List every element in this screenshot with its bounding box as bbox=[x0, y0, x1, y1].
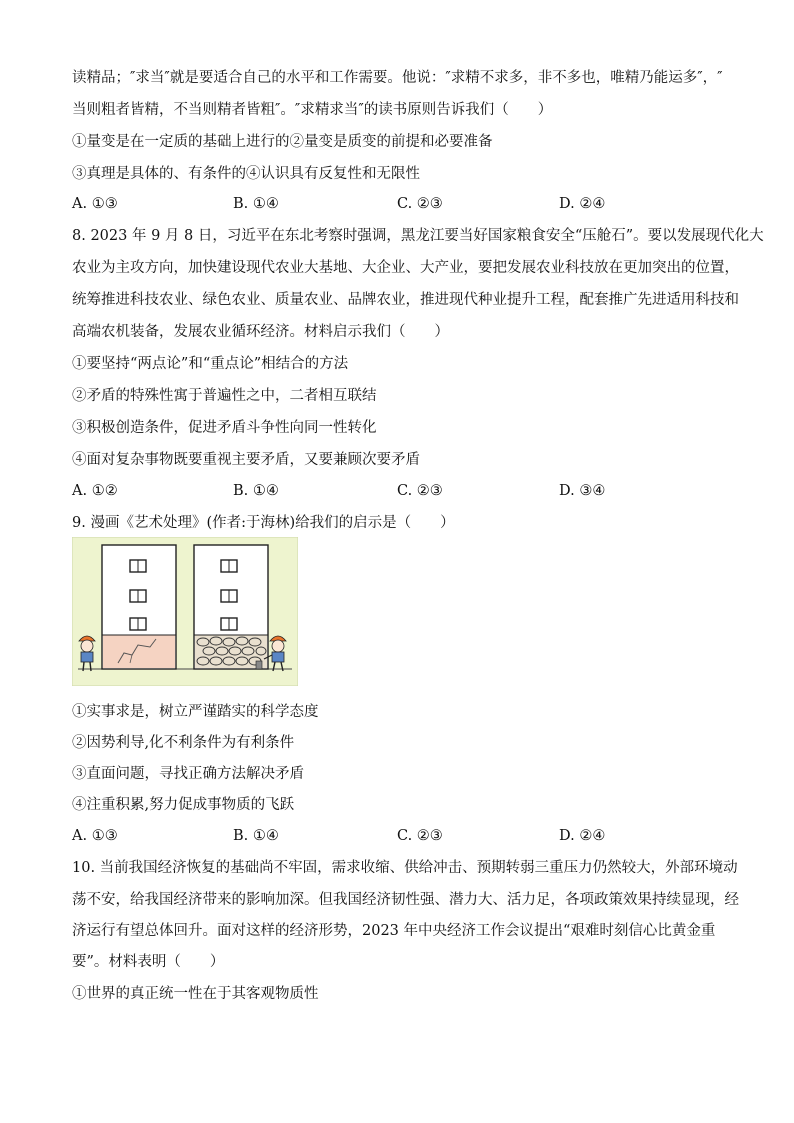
q9-option-d[interactable]: D. ②④ bbox=[559, 828, 606, 844]
q10-stem-line-4: 要”。材料表明（ ） bbox=[72, 954, 225, 970]
q7-option-a[interactable]: A. ①③ bbox=[72, 196, 118, 212]
q9-stem: 9. 漫画《艺术处理》(作者:于海林)给我们的启示是（ ） bbox=[72, 515, 455, 531]
q8-stem-line-4: 高端农机装备，发展农业循环经济。材料启示我们（ ） bbox=[72, 324, 449, 340]
q9-statement-4: ④注重积累,努力促成事物质的飞跃 bbox=[72, 797, 295, 813]
q8-option-c[interactable]: C. ②③ bbox=[397, 483, 443, 499]
q8-option-d[interactable]: D. ③④ bbox=[559, 483, 606, 499]
q7-option-b[interactable]: B. ①④ bbox=[233, 196, 279, 212]
q9-statement-2: ②因势利导,化不利条件为有利条件 bbox=[72, 735, 295, 751]
q9-statement-3: ③直面问题，寻找正确方法解决矛盾 bbox=[72, 766, 304, 782]
q9-option-b[interactable]: B. ①④ bbox=[233, 828, 279, 844]
q8-stem-line-1: 8. 2023 年 9 月 8 日，习近平在东北考察时强调，黑龙江要当好国家粮食安全“压舱石”。要以发展现代化大 bbox=[72, 228, 764, 244]
q10-stem-line-1: 10. 当前我国经济恢复的基础尚不牢固，需求收缩、供给冲击、预期转弱三重压力仍然较大，外部环境动 bbox=[72, 860, 738, 876]
q8-stem-line-3: 统筹推进科技农业、绿色农业、质量农业、品牌农业，推进现代种业提升工程，配套推广先进适用科技和 bbox=[72, 292, 739, 308]
q8-stem-line-2: 农业为主攻方向，加快建设现代农业大基地、大企业、大产业，要把发展农业科技放在更加突出的位置， bbox=[72, 260, 739, 276]
q10-stem-line-2: 荡不安，给我国经济带来的影响加深。但我国经济韧性强、潜力大、活力足，各项政策效果持续显现，经 bbox=[72, 892, 739, 908]
right-building bbox=[194, 545, 268, 669]
q7-option-d[interactable]: D. ②④ bbox=[559, 196, 606, 212]
q8-statement-2: ②矛盾的特殊性寓于普遍性之中，二者相互联结 bbox=[72, 388, 377, 404]
q10-stem-line-3: 济运行有望总体回升。面对这样的经济形势，2023 年中央经济工作会议提出“艰难时刻信心比黄金重 bbox=[72, 923, 716, 939]
q8-statement-1: ①要坚持“两点论”和“重点论”相结合的方法 bbox=[72, 356, 349, 372]
q7-statement-3-4: ③真理是具体的、有条件的④认识具有反复性和无限性 bbox=[72, 166, 420, 182]
q7-statement-1-2: ①量变是在一定质的基础上进行的②量变是质变的前提和必要准备 bbox=[72, 134, 493, 150]
q7-line-1: 读精品；″求当″就是要适合自己的水平和工作需要。他说：″求精不求多，非不多也，唯精乃能运多″，″ bbox=[72, 70, 723, 86]
q8-option-b[interactable]: B. ①④ bbox=[233, 483, 279, 499]
q9-statement-1: ①实事求是，树立严谨踏实的科学态度 bbox=[72, 704, 319, 720]
q7-option-c[interactable]: C. ②③ bbox=[397, 196, 443, 212]
q9-option-a[interactable]: A. ①③ bbox=[72, 828, 118, 844]
cartoon-image bbox=[72, 537, 298, 686]
left-building bbox=[102, 545, 176, 669]
q9-option-c[interactable]: C. ②③ bbox=[397, 828, 443, 844]
q10-statement-1: ①世界的真正统一性在于其客观物质性 bbox=[72, 986, 319, 1002]
q8-option-a[interactable]: A. ①② bbox=[72, 483, 118, 499]
q8-statement-3: ③积极创造条件，促进矛盾斗争性向同一性转化 bbox=[72, 420, 377, 436]
q7-line-2: 当则粗者皆精，不当则精者皆粗″。″求精求当″的读书原则告诉我们（ ） bbox=[72, 102, 553, 118]
q8-statement-4: ④面对复杂事物既要重视主要矛盾，又要兼顾次要矛盾 bbox=[72, 452, 420, 468]
